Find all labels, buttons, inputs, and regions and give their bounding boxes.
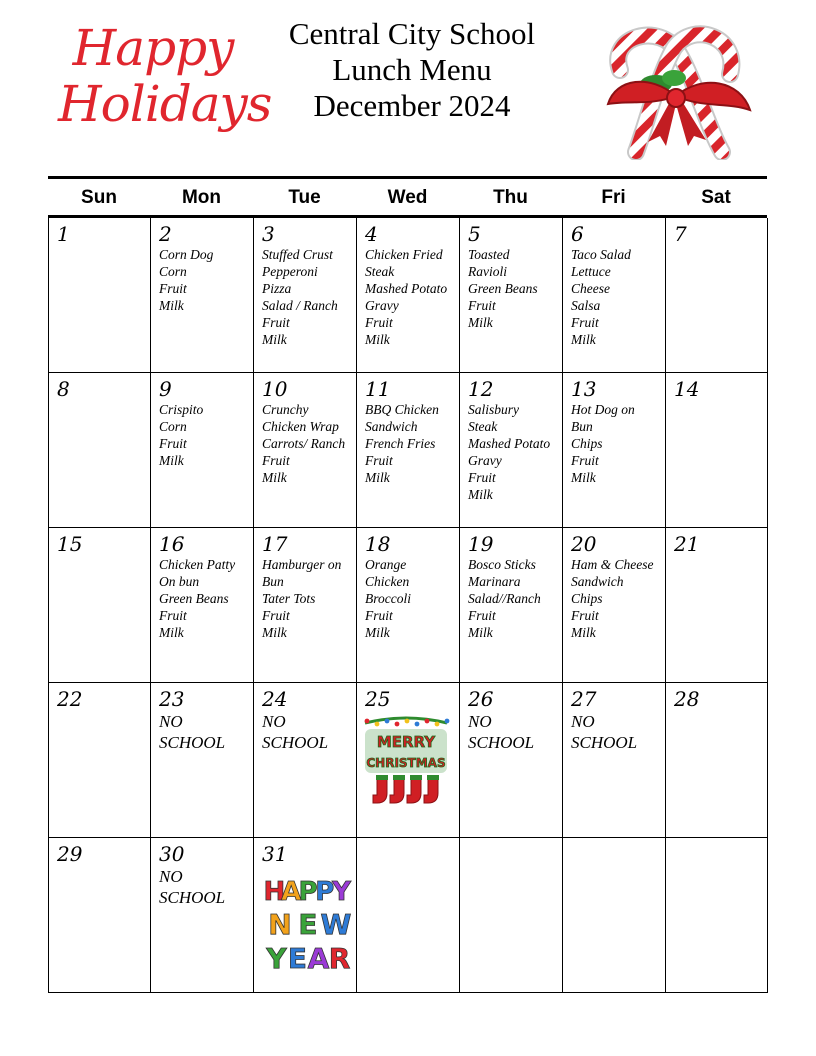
- menu-item: Crunchy: [262, 402, 309, 417]
- menu-item: Chicken Patty: [159, 557, 236, 572]
- calendar-day-cell: [563, 528, 666, 683]
- menu-item: Milk: [571, 470, 596, 485]
- menu-item: Milk: [365, 332, 390, 347]
- menu-item: Milk: [365, 470, 390, 485]
- menu-item: Chicken Wrap: [262, 419, 339, 434]
- calendar-day-cell: [357, 218, 460, 373]
- no-school-note: NO: [262, 712, 286, 731]
- menu-item: Chicken: [365, 574, 410, 589]
- menu-item: French Fries: [365, 436, 436, 451]
- happy-new-year-icon: [262, 870, 354, 978]
- svg-text:H: H: [263, 877, 286, 907]
- menu-item: BBQ Chicken: [365, 402, 439, 417]
- weekday-tue: Tue: [288, 187, 321, 208]
- day-number: 22: [57, 687, 83, 711]
- menu-item: Gravy: [365, 298, 399, 313]
- calendar-day-cell: [151, 373, 254, 528]
- day-number: 11: [365, 377, 391, 401]
- candy-cane-icon: [590, 18, 760, 160]
- calendar-day-cell: [357, 683, 460, 838]
- day-number: 4: [365, 222, 378, 246]
- day-number: 2: [159, 222, 172, 246]
- menu-item: Mashed Potato: [468, 436, 551, 451]
- page-title: [262, 16, 562, 124]
- menu-item: Corn: [159, 264, 187, 279]
- calendar-grid: [48, 218, 767, 993]
- menu-item: Fruit: [159, 608, 187, 623]
- menu-item: Fruit: [468, 470, 496, 485]
- weekday-wed: Wed: [387, 187, 428, 208]
- menu-item: Fruit: [365, 315, 393, 330]
- day-number: 25: [365, 687, 391, 711]
- no-school-note: NO: [159, 867, 183, 886]
- menu-item: Milk: [571, 332, 596, 347]
- menu-item: Fruit: [365, 453, 393, 468]
- menu-item: Bun: [262, 574, 284, 589]
- calendar-day-cell: [49, 838, 151, 993]
- menu-item: Cheese: [571, 281, 610, 296]
- svg-text:P: P: [315, 877, 335, 907]
- menu-item: Salad//Ranch: [468, 591, 541, 606]
- svg-text:A: A: [281, 877, 302, 907]
- happy-holidays-logo: [58, 19, 272, 133]
- menu-item: Carrots/ Ranch: [262, 436, 346, 451]
- menu-item: Pepperoni: [262, 264, 318, 279]
- day-number: 31: [262, 842, 288, 866]
- menu-item: Milk: [159, 298, 184, 313]
- svg-text:P: P: [298, 877, 318, 907]
- menu-item: Sandwich: [365, 419, 418, 434]
- title-menu: Lunch Menu: [332, 52, 492, 87]
- calendar-day-cell: [49, 373, 151, 528]
- day-number: 20: [571, 532, 597, 556]
- menu-item: Corn Dog: [159, 247, 214, 262]
- menu-item: Mashed Potato: [365, 281, 448, 296]
- weekday-sat: Sat: [701, 187, 731, 208]
- menu-item: Fruit: [159, 281, 187, 296]
- day-number: 7: [674, 222, 687, 246]
- day-number: 18: [365, 532, 391, 556]
- day-number: 16: [159, 532, 185, 556]
- menu-item: Fruit: [262, 453, 290, 468]
- day-number: 28: [674, 687, 700, 711]
- no-school-note: NO: [571, 712, 595, 731]
- menu-item: Milk: [468, 315, 493, 330]
- no-school-note: SCHOOL: [262, 733, 329, 752]
- menu-item: Corn: [159, 419, 187, 434]
- svg-text:A: A: [307, 942, 330, 975]
- calendar-day-cell: [151, 838, 254, 993]
- menu-item: Fruit: [159, 436, 187, 451]
- menu-item: Salad / Ranch: [262, 298, 338, 313]
- greeting-line-1: Happy: [72, 19, 234, 77]
- day-number: 17: [262, 532, 288, 556]
- day-number: 13: [571, 377, 597, 401]
- menu-item: Steak: [365, 264, 395, 279]
- calendar-day-cell: [460, 528, 563, 683]
- calendar-day-cell: [254, 528, 357, 683]
- menu-item: Fruit: [468, 298, 496, 313]
- menu-item: Marinara: [468, 574, 521, 589]
- svg-text:Y: Y: [332, 877, 352, 907]
- menu-item: Milk: [262, 332, 287, 347]
- weekday-header: [48, 179, 767, 218]
- calendar-day-cell: [254, 838, 357, 993]
- christmas-text: CHRISTMAS: [366, 756, 446, 770]
- svg-text:N: N: [268, 908, 292, 941]
- no-school-note: NO: [468, 712, 492, 731]
- menu-item: Milk: [159, 625, 184, 640]
- menu-item: Ravioli: [468, 264, 507, 279]
- weekday-fri: Fri: [601, 187, 626, 208]
- menu-item: Fruit: [365, 608, 393, 623]
- menu-item: Milk: [262, 470, 287, 485]
- svg-text:E: E: [298, 908, 318, 941]
- menu-item: Salisbury: [468, 402, 520, 417]
- calendar-day-cell: [151, 683, 254, 838]
- menu-item: Stuffed Crust: [262, 247, 333, 262]
- menu-item: Lettuce: [571, 264, 611, 279]
- day-number: 3: [262, 222, 275, 246]
- merry-text: MERRY: [376, 733, 436, 751]
- day-number: 21: [674, 532, 700, 556]
- no-school-note: SCHOOL: [571, 733, 638, 752]
- day-number: 29: [57, 842, 83, 866]
- menu-item: Crispito: [159, 402, 204, 417]
- day-number: 9: [159, 377, 172, 401]
- calendar-day-cell: [49, 218, 151, 373]
- day-number: 24: [262, 687, 288, 711]
- calendar-day-cell: [151, 528, 254, 683]
- calendar-day-cell: [563, 838, 666, 993]
- menu-item: Ham & Cheese: [571, 557, 654, 572]
- title-month: December 2024: [313, 88, 511, 123]
- merry-christmas-icon: [359, 715, 453, 811]
- calendar-day-cell: [254, 218, 357, 373]
- calendar-day-cell: [563, 373, 666, 528]
- day-number: 14: [674, 377, 700, 401]
- calendar-day-cell: [563, 218, 666, 373]
- menu-item: Hot Dog on: [571, 402, 635, 417]
- menu-item: Milk: [571, 625, 596, 640]
- calendar-day-cell: [49, 528, 151, 683]
- menu-item: Salsa: [571, 298, 601, 313]
- no-school-note: SCHOOL: [159, 888, 226, 907]
- menu-item: Fruit: [468, 608, 496, 623]
- day-number: 10: [262, 377, 288, 401]
- menu-item: Milk: [262, 625, 287, 640]
- menu-item: Fruit: [571, 453, 599, 468]
- calendar-day-cell: [151, 218, 254, 373]
- no-school-note: NO: [159, 712, 183, 731]
- calendar-day-cell: [563, 683, 666, 838]
- day-number: 19: [468, 532, 494, 556]
- menu-item: Chips: [571, 591, 603, 606]
- menu-item: Toasted: [468, 247, 510, 262]
- menu-item: Fruit: [571, 608, 599, 623]
- svg-text:E: E: [287, 942, 308, 975]
- menu-item: Pizza: [262, 281, 292, 296]
- calendar-day-cell: [666, 218, 768, 373]
- menu-item: Milk: [468, 487, 493, 502]
- menu-item: Sandwich: [571, 574, 624, 589]
- menu-item: Hamburger on: [262, 557, 342, 572]
- greeting-line-2: Holidays: [58, 75, 272, 133]
- day-number: 30: [159, 842, 185, 866]
- menu-item: Tater Tots: [262, 591, 316, 606]
- menu-item: Milk: [468, 625, 493, 640]
- menu-item: Green Beans: [468, 281, 538, 296]
- calendar-day-cell: [357, 373, 460, 528]
- day-number: 26: [468, 687, 494, 711]
- calendar-day-cell: [666, 528, 768, 683]
- calendar-day-cell: [460, 218, 563, 373]
- calendar-day-cell: [254, 683, 357, 838]
- lunch-calendar: [48, 176, 767, 993]
- menu-item: Chicken Fried: [365, 247, 443, 262]
- svg-text:W: W: [320, 908, 352, 941]
- day-number: 6: [571, 222, 584, 246]
- calendar-day-cell: [49, 683, 151, 838]
- calendar-day-cell: [254, 373, 357, 528]
- day-number: 8: [57, 377, 70, 401]
- svg-text:Y: Y: [266, 942, 287, 975]
- menu-item: Milk: [365, 625, 390, 640]
- weekday-mon: Mon: [181, 187, 222, 208]
- weekday-sun: Sun: [81, 187, 117, 208]
- day-number: 27: [571, 687, 597, 711]
- calendar-day-cell: [460, 838, 563, 993]
- weekday-thu: Thu: [493, 187, 528, 208]
- menu-item: Broccoli: [365, 591, 411, 606]
- calendar-day-cell: [357, 838, 460, 993]
- day-number: 12: [468, 377, 494, 401]
- menu-item: Fruit: [262, 608, 290, 623]
- menu-item: On bun: [159, 574, 200, 589]
- calendar-day-cell: [666, 838, 768, 993]
- menu-item: Orange: [365, 557, 407, 572]
- calendar-day-cell: [666, 683, 768, 838]
- calendar-day-cell: [460, 373, 563, 528]
- menu-item: Green Beans: [159, 591, 229, 606]
- menu-item: Fruit: [262, 315, 290, 330]
- day-number: 1: [57, 222, 70, 246]
- title-school: Central City School: [288, 16, 536, 51]
- menu-item: Steak: [468, 419, 498, 434]
- menu-item: Chips: [571, 436, 603, 451]
- calendar-day-cell: [460, 683, 563, 838]
- menu-item: Bosco Sticks: [468, 557, 536, 572]
- menu-item: Taco Salad: [571, 247, 631, 262]
- menu-item: Bun: [571, 419, 593, 434]
- menu-item: Gravy: [468, 453, 502, 468]
- menu-item: Fruit: [571, 315, 599, 330]
- calendar-day-cell: [666, 373, 768, 528]
- day-number: 23: [159, 687, 185, 711]
- no-school-note: SCHOOL: [159, 733, 226, 752]
- calendar-day-cell: [357, 528, 460, 683]
- day-number: 15: [57, 532, 83, 556]
- day-number: 5: [468, 222, 481, 246]
- menu-item: Milk: [159, 453, 184, 468]
- no-school-note: SCHOOL: [468, 733, 535, 752]
- svg-text:R: R: [328, 942, 351, 975]
